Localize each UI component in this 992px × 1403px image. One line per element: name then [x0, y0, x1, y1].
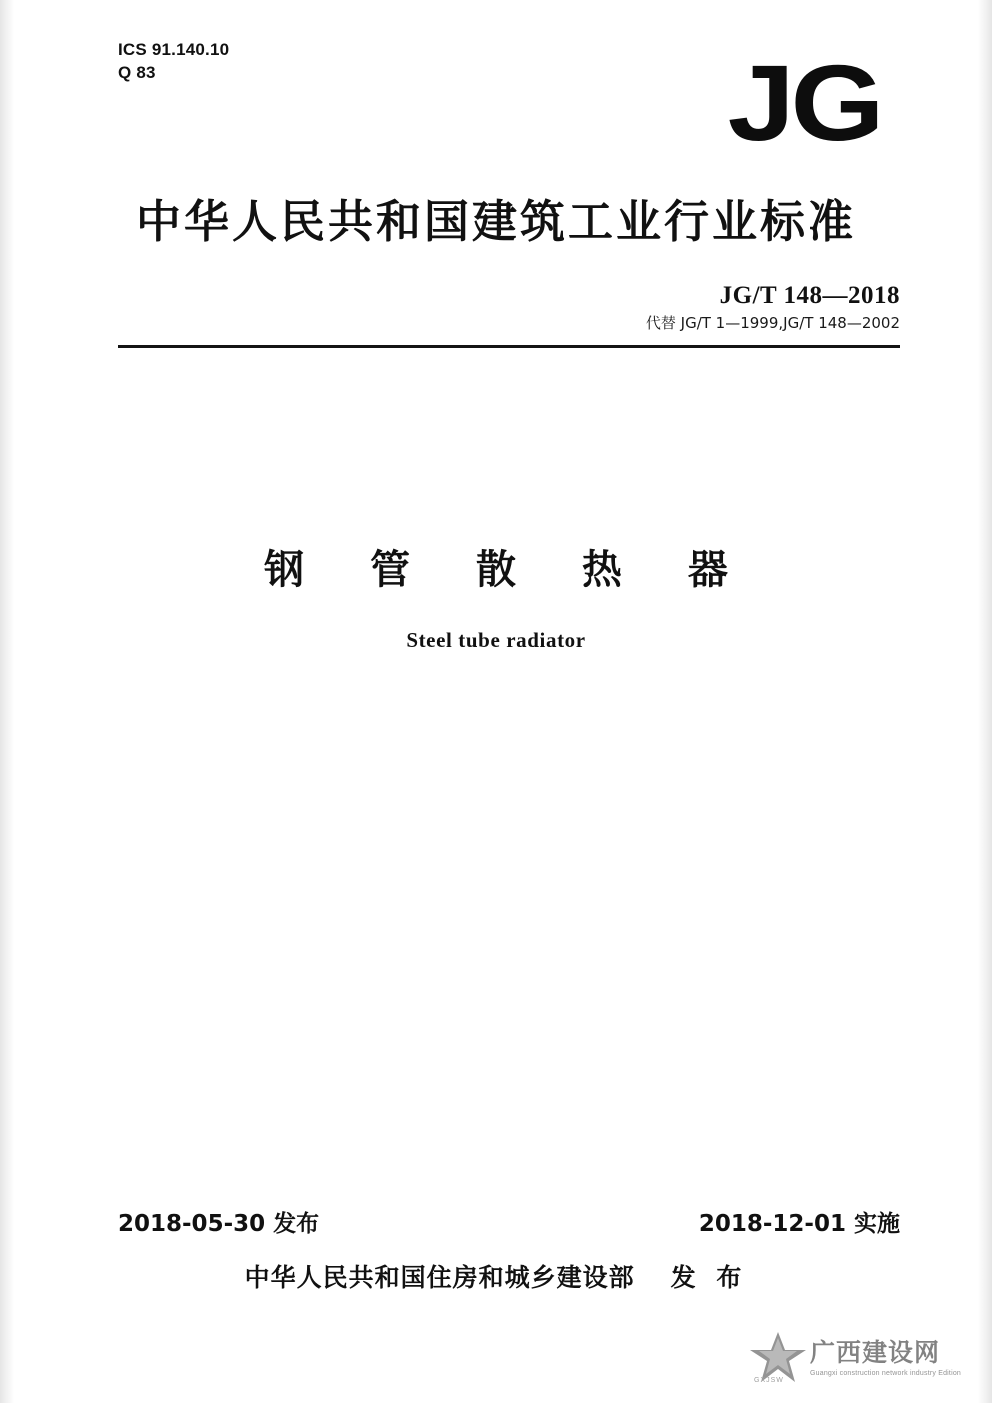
- publish-verb: 发 布: [670, 1263, 748, 1292]
- standard-replaces: 代替 JG/T 1—1999,JG/T 148—2002: [645, 314, 900, 332]
- standard-series-title: 中华人民共和国建筑工业行业标准: [135, 195, 856, 248]
- watermark-name-cn: 广西建设网: [810, 1338, 941, 1368]
- star-icon: [748, 1330, 808, 1386]
- watermark-name-en: Guangxi construction network industry Edition: [810, 1369, 962, 1377]
- document-title-en: Steel tube radiator: [406, 628, 586, 652]
- ics-classification: [118, 38, 229, 85]
- publisher-line: [0, 1258, 992, 1294]
- publisher-name: 中华人民共和国住房和城乡建设部: [244, 1263, 635, 1292]
- ics-number: ICS 91.140.10: [118, 40, 230, 59]
- watermark-mark-sub: GXJSW: [754, 1377, 784, 1384]
- effective-date: 2018-12-01 实施: [698, 1211, 900, 1237]
- ccs-number: Q 83: [118, 63, 156, 83]
- jg-logo: JG: [727, 42, 880, 163]
- watermark-text: [810, 1339, 961, 1377]
- document-title-cn: 钢 管 散 热 器: [264, 547, 754, 593]
- header-divider: [118, 345, 900, 348]
- standard-code: JG/T 148—2018: [719, 282, 900, 309]
- issue-date: 2018-05-30 发布: [118, 1211, 320, 1237]
- site-watermark: [748, 1327, 978, 1389]
